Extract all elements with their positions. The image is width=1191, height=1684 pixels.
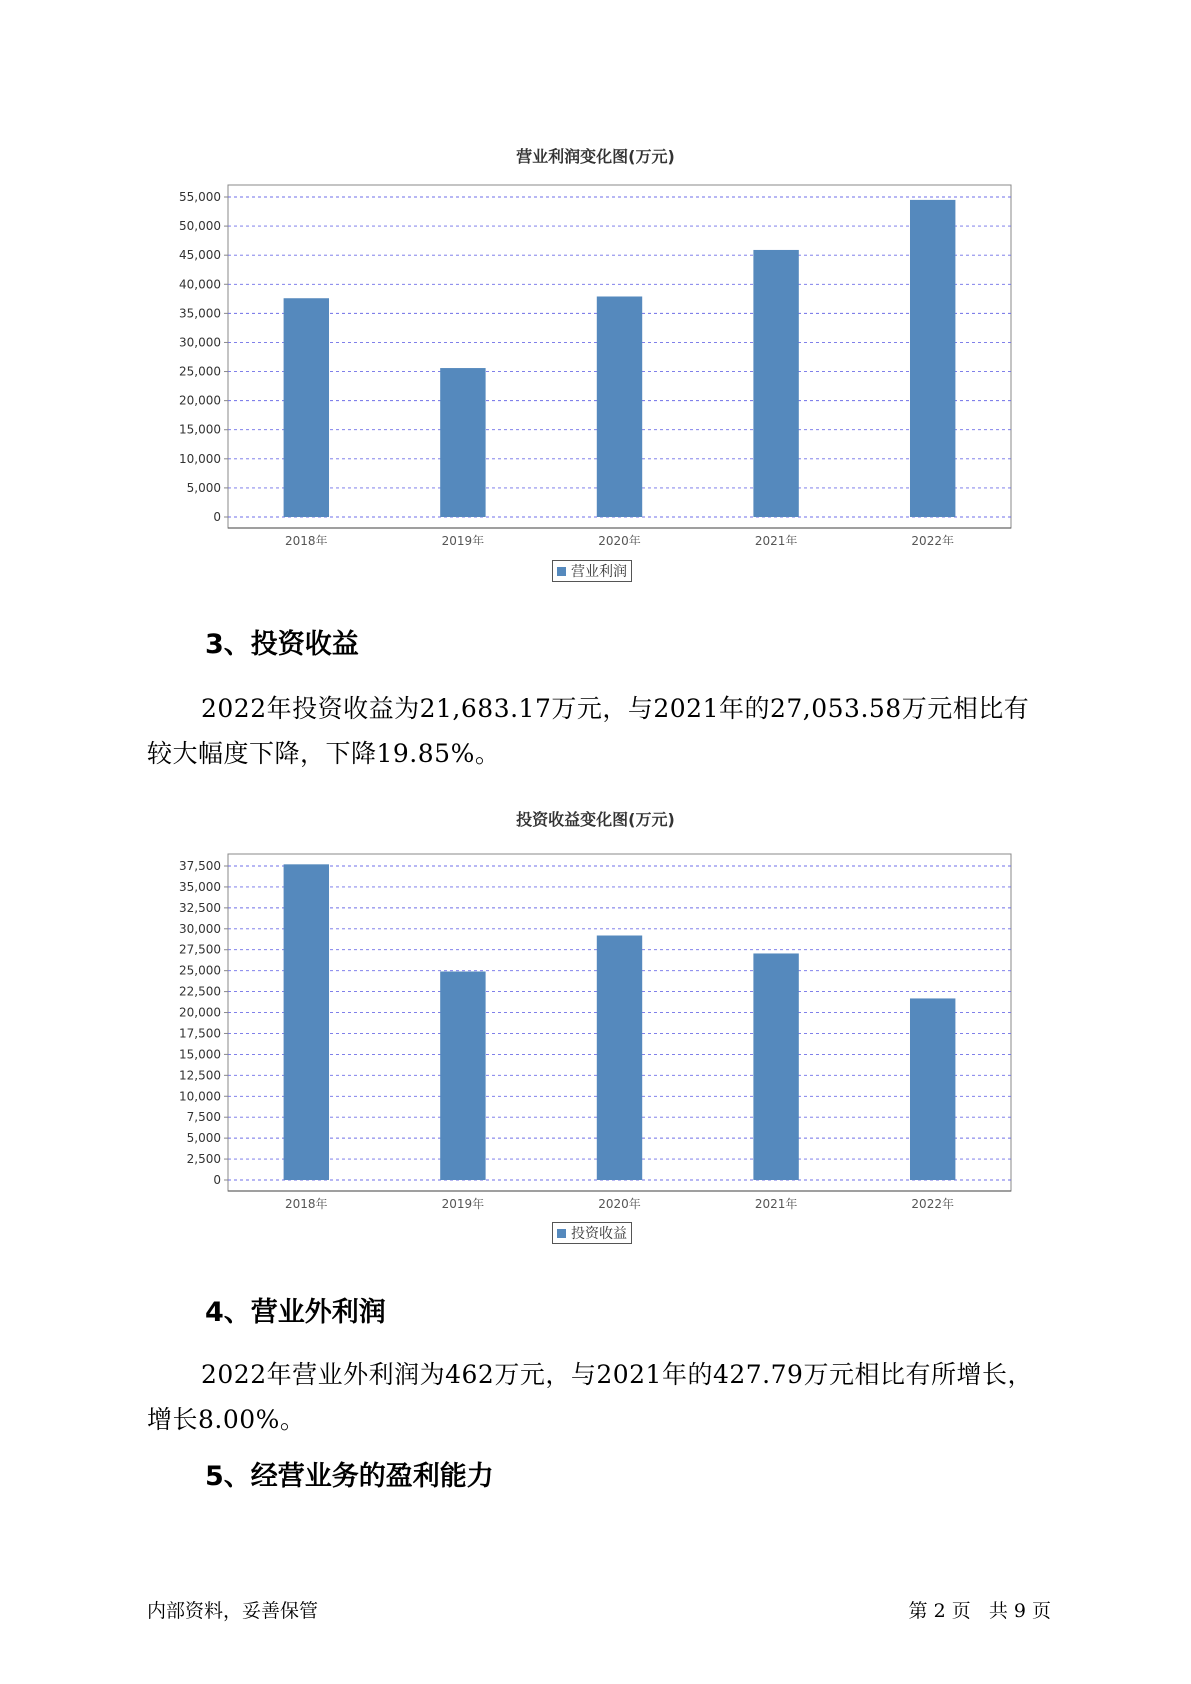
operating-profit-chart xyxy=(0,170,1191,545)
y-tick-label: 5,000 xyxy=(186,480,221,495)
y-tick-label: 37,500 xyxy=(179,859,221,873)
bar-2022年 xyxy=(910,200,955,517)
section-4-heading: 4、营业外利润 xyxy=(205,1297,386,1328)
chart-2-title: 投资收益变化图(万元) xyxy=(516,810,675,829)
y-tick-label: 0 xyxy=(213,510,221,524)
y-tick-label: 40,000 xyxy=(179,277,221,292)
y-tick-label: 10,000 xyxy=(179,1089,221,1104)
legend-swatch-icon xyxy=(557,1229,566,1238)
bar-2020年 xyxy=(597,935,642,1180)
y-tick-label: 20,000 xyxy=(179,393,221,408)
y-tick-label: 5,000 xyxy=(186,1131,221,1146)
x-tick-label: 2020年 xyxy=(598,1197,641,1210)
chart-2-legend-label: 投资收益 xyxy=(571,1226,627,1242)
y-tick-label: 10,000 xyxy=(179,451,221,466)
y-tick-label: 30,000 xyxy=(179,335,221,350)
bar-2021年 xyxy=(753,250,798,517)
y-tick-label: 35,000 xyxy=(179,306,221,321)
y-tick-label: 25,000 xyxy=(179,963,221,978)
y-tick-label: 30,000 xyxy=(179,921,221,936)
y-tick-label: 32,500 xyxy=(179,900,221,915)
section-4-paragraph: 2022年营业外利润为462万元，与2021年的427.79万元相比有所增长，增长8.00%。 xyxy=(147,1360,1033,1434)
y-tick-label: 20,000 xyxy=(179,1005,221,1020)
y-tick-label: 50,000 xyxy=(179,219,221,234)
bar-2022年 xyxy=(910,998,955,1180)
bar-2019年 xyxy=(440,972,485,1180)
x-tick-label: 2021年 xyxy=(754,1197,798,1210)
x-tick-label: 2021年 xyxy=(754,534,798,545)
y-tick-label: 25,000 xyxy=(179,364,221,379)
y-tick-label: 15,000 xyxy=(179,422,221,437)
x-tick-label: 2022年 xyxy=(911,534,954,545)
section-3-paragraph: 2022年投资收益为21,683.17万元，与2021年的27,053.58万元相比有较大幅度下降，下降19.85%。 xyxy=(147,694,1030,768)
x-tick-label: 2022年 xyxy=(911,1197,954,1210)
x-tick-label: 2018年 xyxy=(285,1197,328,1210)
y-tick-label: 0 xyxy=(213,1173,221,1187)
chart-1-legend xyxy=(552,560,632,582)
x-tick-label: 2020年 xyxy=(598,534,641,545)
y-tick-label: 2,500 xyxy=(186,1152,221,1167)
footer-page-number: 第 2 页 共 9 页 xyxy=(908,1600,1051,1622)
y-tick-label: 27,500 xyxy=(179,942,221,957)
bar-2018年 xyxy=(284,864,329,1180)
chart-2-legend xyxy=(552,1222,632,1244)
y-tick-label: 55,000 xyxy=(179,190,221,204)
investment-income-chart xyxy=(0,835,1191,1210)
legend-swatch-icon xyxy=(557,567,566,576)
x-tick-label: 2018年 xyxy=(285,534,328,545)
section-3-heading: 3、投资收益 xyxy=(205,629,359,660)
y-tick-label: 22,500 xyxy=(179,984,221,999)
y-tick-label: 17,500 xyxy=(179,1026,221,1041)
y-tick-label: 15,000 xyxy=(179,1047,221,1062)
chart-1-title: 营业利润变化图(万元) xyxy=(516,147,675,166)
chart-1-legend-label: 营业利润 xyxy=(571,564,627,580)
y-tick-label: 7,500 xyxy=(186,1110,221,1125)
x-tick-label: 2019年 xyxy=(441,534,485,545)
y-tick-label: 45,000 xyxy=(179,248,221,263)
y-tick-label: 35,000 xyxy=(179,879,221,894)
y-tick-label: 12,500 xyxy=(179,1068,221,1083)
bar-2021年 xyxy=(753,953,798,1180)
bar-2018年 xyxy=(284,298,329,517)
bar-2019年 xyxy=(440,368,485,517)
section-5-heading: 5、经营业务的盈利能力 xyxy=(205,1461,494,1492)
x-tick-label: 2019年 xyxy=(441,1197,485,1210)
footer-confidential-note: 内部资料，妥善保管 xyxy=(147,1600,319,1622)
bar-2020年 xyxy=(597,296,642,517)
